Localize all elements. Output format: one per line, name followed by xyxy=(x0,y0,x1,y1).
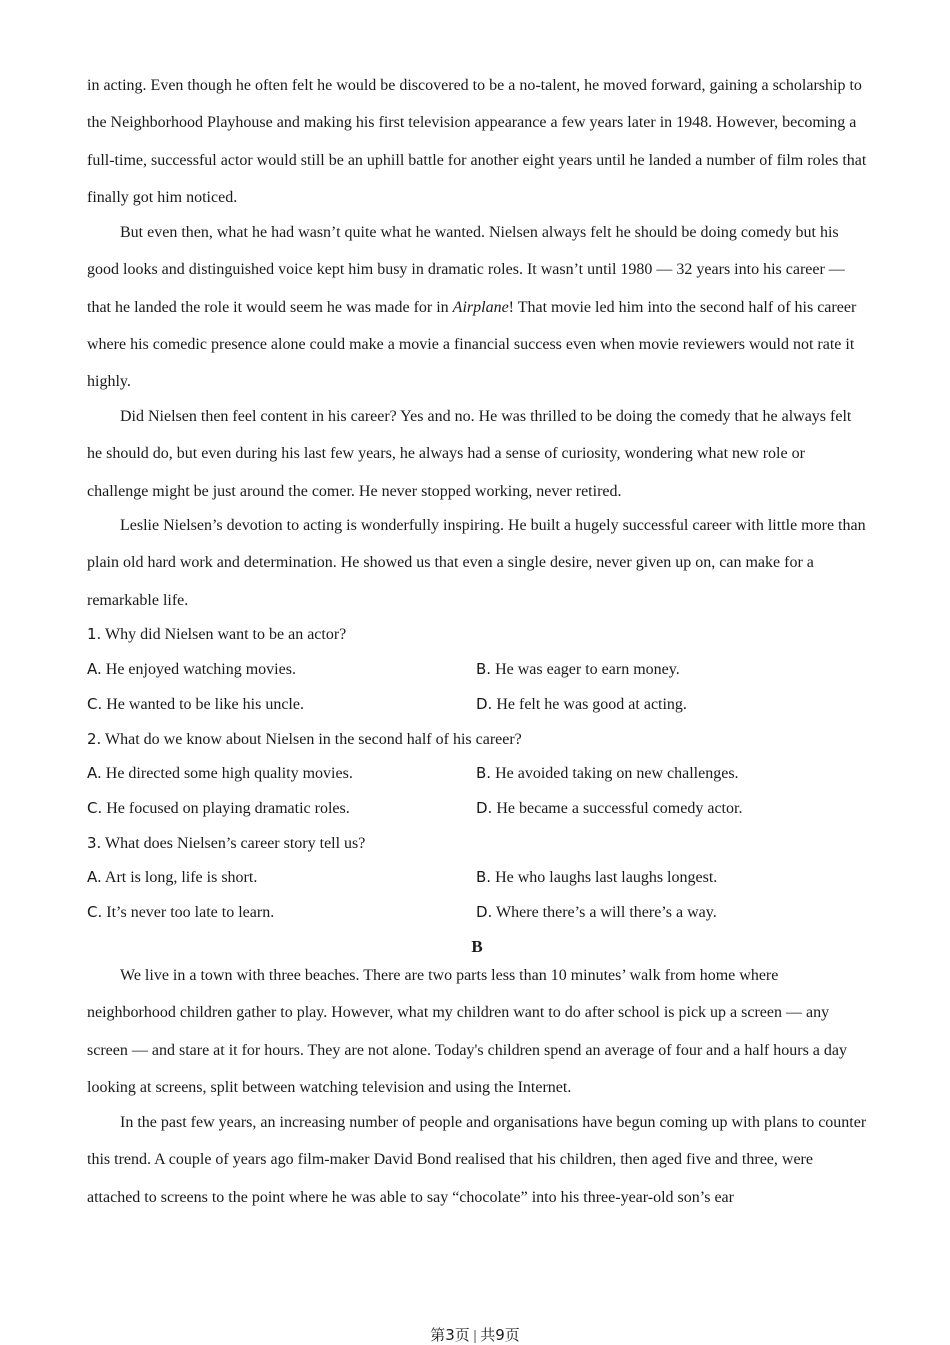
passage-a-paragraph-4 xyxy=(87,507,867,619)
paragraph-4-text: Leslie Nielsen’s devotion to acting is wonderfully inspiring. He built a hugely successful career with little more than plain old hard work and determination. He showed us that even a single desire, never given up on, can make for a remarkable life. xyxy=(87,517,866,609)
option-letter: D. xyxy=(476,903,493,921)
question-text: What do we know about Nielsen in the second half of his career? xyxy=(105,731,522,748)
question-number: 1. xyxy=(87,625,102,643)
option-letter: A. xyxy=(87,764,102,782)
option-text: He felt he was good at acting. xyxy=(496,696,687,713)
footer-middle: 页 | 共 xyxy=(454,1328,496,1344)
option-text: He avoided taking on new challenges. xyxy=(495,765,739,782)
option-3b[interactable] xyxy=(476,867,717,888)
option-3a[interactable] xyxy=(87,867,257,888)
option-letter: D. xyxy=(476,799,493,817)
option-letter: D. xyxy=(476,695,493,713)
question-number: 3. xyxy=(87,834,102,852)
option-letter: B. xyxy=(476,764,492,782)
option-letter: A. xyxy=(87,868,102,886)
option-text: Art is long, life is short. xyxy=(104,869,258,886)
footer-suffix: 页 xyxy=(504,1328,520,1344)
question-1 xyxy=(87,624,346,645)
option-1a[interactable] xyxy=(87,659,296,680)
option-2b[interactable] xyxy=(476,763,739,784)
option-letter: C. xyxy=(87,695,103,713)
paragraph-2-text-end: ! That movie led him into the second half of his career where his comedic presence alone could make a movie a financial success even when movie reviewers would not rate it highly. xyxy=(87,298,857,391)
current-page-number: 3 xyxy=(445,1326,455,1344)
option-3c[interactable] xyxy=(87,902,274,923)
option-1d[interactable] xyxy=(476,694,687,715)
option-3d[interactable] xyxy=(476,902,717,923)
option-text: He enjoyed watching movies. xyxy=(105,661,296,678)
passage-b-paragraph-2 xyxy=(87,1104,867,1216)
option-letter: A. xyxy=(87,660,102,678)
question-3 xyxy=(87,833,365,854)
option-letter: C. xyxy=(87,903,103,921)
passage-a-paragraph-3 xyxy=(87,398,867,510)
option-text: Where there’s a will there’s a way. xyxy=(496,904,717,921)
passage-b-paragraph-1-text: We live in a town with three beaches. There are two parts less than 10 minutes’ walk from home where neighborhood children gather to play. However, what my children want to do after school is pick up a screen — any screen — and stare at it for hours. They are not alone. Today's children spend an average of four and a half hours a day looking at screens, split between watching television and using the Internet. xyxy=(87,967,848,1096)
paragraph-2-text-start: But even then, what he had wasn’t quite what he wanted. Nielsen always felt he should be doing comedy but his good looks and distinguished voice kept him busy in dramatic roles. It wasn’t until 1980 — 32 years into his career — that he landed the role it would seem he was made for in xyxy=(87,224,845,316)
page-footer xyxy=(0,1324,950,1345)
passage-a-paragraph-1: in acting. Even though he often felt he would be discovered to be a no-talent, he moved forward, gaining a scholarship to the Neighborhood Playhouse and making his first television appearance a few years later in 1948. However, becoming a full-time, successful actor would still be an uphill battle for another eight years until he landed a number of film roles that finally got him noticed. xyxy=(87,77,867,206)
option-letter: B. xyxy=(476,868,492,886)
question-text: What does Nielsen’s career story tell us? xyxy=(105,835,366,852)
option-2c[interactable] xyxy=(87,798,350,819)
question-number: 2. xyxy=(87,730,102,748)
passage-b-paragraph-1 xyxy=(87,957,867,1106)
option-text: He wanted to be like his uncle. xyxy=(106,696,304,713)
total-page-count: 9 xyxy=(495,1326,505,1344)
passage-b-paragraph-2-text: In the past few years, an increasing number of people and organisations have begun coming up with plans to counter this trend. A couple of years ago film-maker David Bond realised that his children, then aged five and three, were attached to screens to the point where he was able to say “chocolate” into his three-year-old son’s ear xyxy=(87,1114,867,1206)
footer-prefix: 第 xyxy=(430,1328,446,1344)
option-2a[interactable] xyxy=(87,763,353,784)
option-letter: B. xyxy=(476,660,492,678)
option-1b[interactable] xyxy=(476,659,680,680)
option-1c[interactable] xyxy=(87,694,304,715)
section-b-heading: B xyxy=(471,937,483,956)
question-text: Why did Nielsen want to be an actor? xyxy=(105,626,347,643)
question-2 xyxy=(87,729,522,750)
option-text: He became a successful comedy actor. xyxy=(496,800,743,817)
option-2d[interactable] xyxy=(476,798,742,819)
option-text: He directed some high quality movies. xyxy=(105,765,353,782)
option-text: It’s never too late to learn. xyxy=(106,904,275,921)
option-text: He focused on playing dramatic roles. xyxy=(106,800,350,817)
paragraph-3-text: Did Nielsen then feel content in his career? Yes and no. He was thrilled to be doing the comedy that he always felt he should do, but even during his last few years, he always had a sense of curiosity, wondering what new role or challenge might be just around the comer. He never stopped working, never retired. xyxy=(87,408,852,500)
option-text: He who laughs last laughs longest. xyxy=(495,869,718,886)
movie-title: Airplane xyxy=(452,298,509,316)
option-letter: C. xyxy=(87,799,103,817)
option-text: He was eager to earn money. xyxy=(495,661,680,678)
passage-a-paragraph-2 xyxy=(87,214,867,400)
